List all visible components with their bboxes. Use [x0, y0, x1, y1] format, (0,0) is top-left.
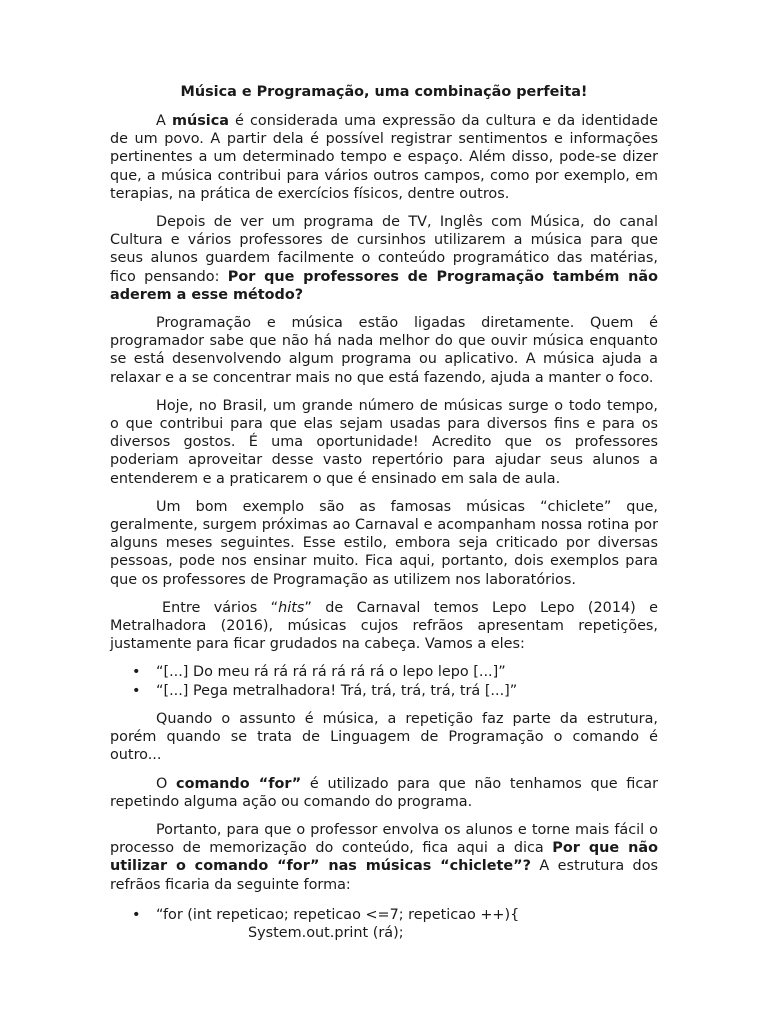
paragraph-1-text-c: é considerada uma expressão da cultura e da identidade de um povo. A partir dela é possível registrar sentimentos e informações pertinentes a um determinado tempo e espaço. Além disso, pode-se dizer que, a música contribui para vários outros campos, como por exemplo, em terapias, na prática de exercícios físicos, dentre outros. — [110, 113, 658, 202]
paragraph-2 — [110, 213, 658, 304]
paragraph-3: Programação e música estão ligadas diretamente. Quem é programador sabe que não há nada melhor do que ouvir música enquanto se está desenvolvendo algum programa ou aplicativo. A música ajuda a relaxar e a se concentrar mais no que está fazendo, ajuda a manter o foco. — [110, 315, 658, 386]
paragraph-7: Quando o assunto é música, a repetição faz parte da estrutura, porém quando se trata de Linguagem de Programação o comando é outro... — [110, 710, 658, 764]
list-item — [110, 682, 658, 700]
paragraph-2-bold: Por que professores de Programação também não aderem a esse método? — [110, 268, 658, 303]
paragraph-6-italic: hits — [278, 599, 305, 616]
paragraph-1-text-a: A — [156, 113, 172, 129]
paragraph-1 — [110, 112, 658, 203]
code-line-1: “for (int repeticao; repeticao <=7; repeticao ++){ — [156, 906, 520, 923]
document-title: Música e Programação, uma combinação perfeita! — [180, 84, 588, 100]
document-page — [110, 82, 658, 952]
bullet-icon: • — [132, 682, 141, 699]
list-item — [110, 906, 658, 942]
paragraph-6-text-a: Entre vários “ — [162, 599, 279, 616]
paragraph-9-text-c: A estrutura dos refrãos ficaria da seguinte forma: — [110, 858, 658, 893]
paragraph-9 — [110, 821, 658, 894]
paragraph-9-bold: Por que não utilizar o comando “for” nas músicas “chiclete”? — [110, 840, 659, 875]
paragraph-1-bold: música — [171, 113, 229, 129]
paragraph-6-text-c: ” de Carnaval temos Lepo Lepo (2014) e Metralhadora (2016), músicas cujos refrãos apresentam repetições, justamente para ficar grudados na cabeça. Vamos a eles: — [110, 599, 659, 653]
paragraph-4: Hoje, no Brasil, um grande número de músicas surge o todo tempo, o que contribui para que elas sejam usadas para diversos fins e para os diversos gostos. É uma oportunidade! Acredito que os professores poderiam aproveitar desse vasto repertório para ajudar seus alunos a entenderem e a praticarem o que é ensinado em sala de aula. — [110, 397, 658, 487]
paragraph-8-text-a: O — [156, 775, 177, 792]
paragraph-8-bold: comando “for” — [176, 775, 302, 792]
bullet-icon: • — [132, 906, 141, 923]
code-list — [110, 906, 658, 942]
paragraph-6 — [110, 599, 658, 654]
paragraph-9-text-a: Portanto, para que o professor envolva os alunos e torne mais fácil o processo de memorização do conteúdo, fica aqui a dica — [110, 821, 658, 857]
list-item — [110, 663, 658, 681]
lyric-text: “[...] Do meu rá rá rá rá rá rá rá o lepo lepo [...]” — [156, 664, 506, 681]
lyrics-list — [110, 663, 658, 699]
paragraph-2-text-a: Depois de ver um programa de TV, Inglês com Música, do canal Cultura e vários professores de cursinhos utilizarem a música para que seus alunos guardem facilmente o conteúdo programático das matérias, fico pensando: — [110, 214, 658, 285]
paragraph-8 — [110, 775, 658, 811]
paragraph-5: Um bom exemplo são as famosas músicas “chiclete” que, geralmente, surgem próximas ao Carnaval e acompanham nossa rotina por alguns meses seguintes. Esse estilo, embora seja criticado por diversas pessoas, pode nos ensinar muito. Fica aqui, portanto, dois exemplos para que os professores de Programação as utilizem nos laboratórios. — [110, 498, 658, 588]
code-line-2: System.out.print (rá); — [248, 924, 404, 941]
paragraph-8-text-c: é utilizado para que não tenhamos que ficar repetindo alguma ação ou comando do programa. — [110, 775, 659, 810]
lyric-text: “[...] Pega metralhadora! Trá, trá, trá, trá, trá [...]” — [156, 682, 518, 699]
bullet-icon: • — [132, 664, 141, 681]
